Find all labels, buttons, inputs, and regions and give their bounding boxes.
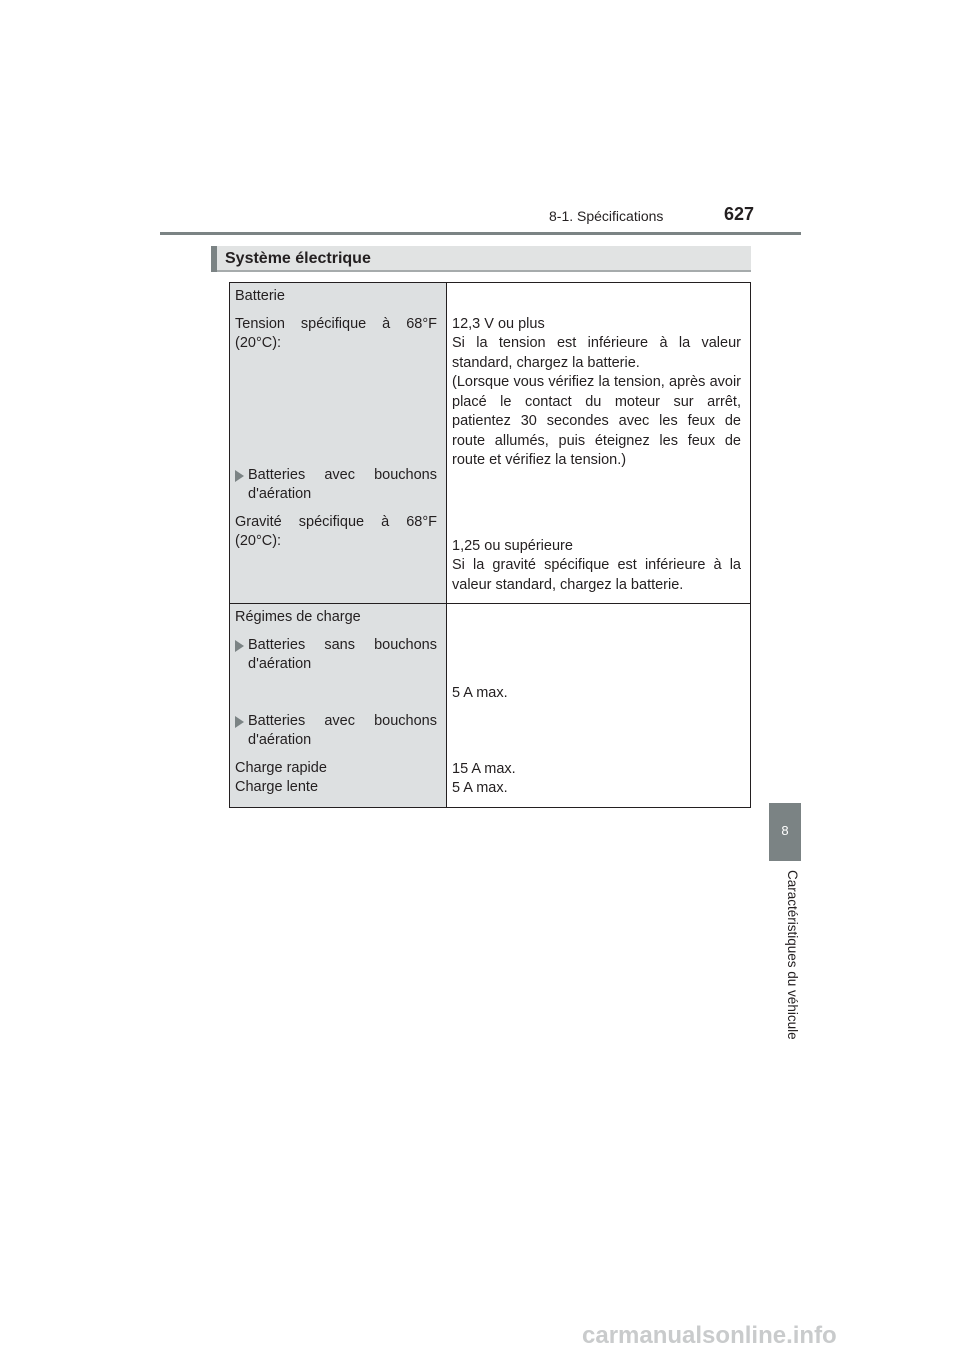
fast-charge-value: 15 A max.: [452, 760, 516, 777]
unvented-label: Batteries sans bouchons d'aération: [248, 636, 437, 672]
bullet-vented: [235, 466, 437, 505]
watermark: carmanualsonline.info: [582, 1322, 837, 1349]
unvented-value: 5 A max.: [452, 685, 508, 701]
table-cell-battery-values: [447, 283, 750, 603]
battery-title: Batterie: [235, 288, 285, 304]
page-number: 627: [724, 204, 755, 224]
fast-charge-label: Charge rapide: [235, 759, 327, 776]
triangle-bullet-icon: [235, 640, 244, 652]
spec-table: [229, 282, 751, 808]
triangle-bullet-icon: [235, 716, 244, 728]
voltage-value-1: 12,3 V ou plus: [452, 315, 545, 332]
bullet-unvented: [235, 636, 437, 675]
section-heading-title: Système électrique: [225, 250, 371, 267]
chapter-number: 8: [781, 823, 789, 838]
chapter-label: Caractéristiques du véhicule: [785, 870, 800, 1040]
vented-charge-label: Batteries avec bouchons d'aération: [248, 712, 437, 748]
chapter-tab: [769, 803, 801, 861]
slow-charge-label: Charge lente: [235, 779, 319, 795]
bullet-vented-charge: [235, 712, 437, 751]
header-rule: [160, 232, 801, 235]
voltage-value-2: Si la tension est inférieure à la valeur standard, chargez la batterie.: [452, 335, 741, 371]
table-cell-charge-labels: [230, 604, 447, 807]
table-row-charge: [230, 603, 750, 807]
table-cell-charge-values: [447, 604, 750, 807]
section-heading: [211, 246, 751, 272]
triangle-bullet-icon: [235, 470, 244, 482]
gravity-label: Gravité spécifique à 68°F (20°C):: [235, 513, 437, 549]
voltage-label: Tension spécifique à 68°F (20°C):: [235, 315, 437, 351]
gravity-value-2: Si la gravité spécifique est inférieure à la valeur standard, chargez la batterie.: [452, 557, 741, 593]
section-heading-accent: [211, 246, 217, 272]
slow-charge-value: 5 A max.: [452, 780, 508, 796]
vented-label: Batteries avec bouchons d'aération: [248, 466, 437, 502]
header-section-title: 8-1. Spécifications: [549, 208, 664, 224]
voltage-value-3: (Lorsque vous vérifiez la tension, après avoir placé le contact du moteur sur arrêt, patientez 30 secondes avec les feux de route allumés, puis éteignez les feux de route et vérifiez la tension.): [452, 374, 741, 468]
table-cell-battery-labels: [230, 283, 447, 603]
gravity-value-1: 1,25 ou supérieure: [452, 537, 573, 554]
table-row-battery: [230, 283, 750, 603]
charge-title: Régimes de charge: [235, 609, 361, 625]
